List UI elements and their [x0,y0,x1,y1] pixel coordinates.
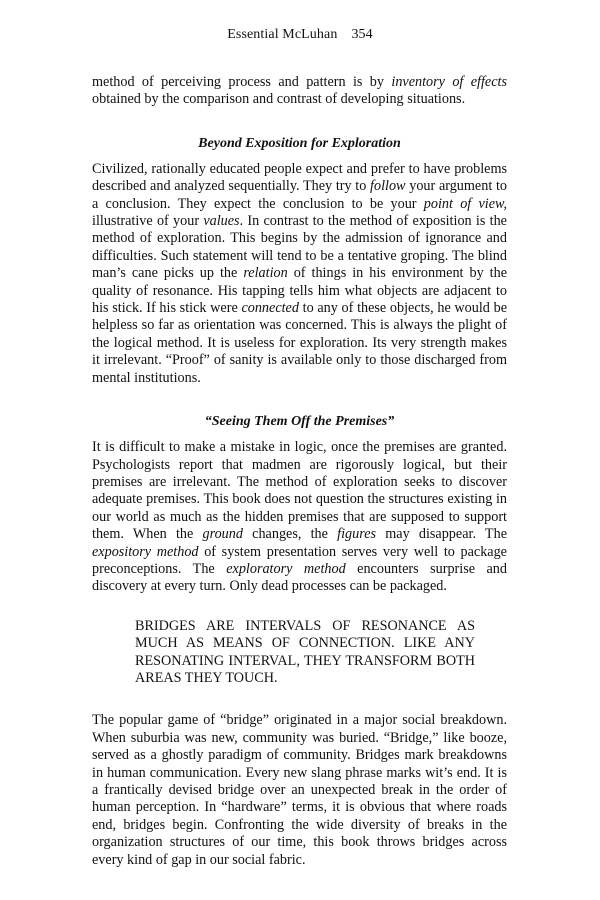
emphasis: follow [370,178,406,195]
emphasis: relation [243,265,288,282]
text-run: may disappear. The [376,526,507,543]
bridge-paragraph: The popular game of “bridge” originated in a major social breakdown. When suburbia was new, community was buried. “Bridge,” like booze, served as a ghostly paradigm of community. Bridges mark breakdowns in human communication. Every new slang phrase marks wit’s end. It is a frantically devised bridge over an unexpected break in the order of human perception. In “hardware” terms, it is obvious that where roads end, bridges begin. Confronting the wide diversity of breaks in the organization structures of our time, this book throws bridges across every kind of gap in our social fabric. [92,712,507,868]
text-run: of system presentation serves very well to package preconceptions. The [92,543,507,577]
emphasis: ground [202,526,243,543]
block-quote: BRIDGES ARE INTERVALS OF RESONANCE AS MUCH AS MEANS OF CONNECTION. LIKE ANY RESONATING INTERVAL, THEY TRANSFORM BOTH AREAS THEY TOUCH. [135,617,475,686]
emphasis: connected [241,300,299,317]
exploration-paragraph [92,161,507,387]
text-run: method of perceiving process and pattern is by [92,74,392,90]
section-heading-exploration: Beyond Exposition for Exploration [198,135,401,151]
emphasis: expository method [92,543,199,560]
text-run: of things in his environment by the quality of resonance. His tapping tells him what objects are adjacent to his stick. If his stick were [92,265,507,317]
page-body [92,74,507,869]
text-run: to any of these objects, he would be helpless so far as orientation was concerned. This is always the plight of the logical method. It is useless for exploration. Its very strength makes it irrelevant. “Proof” of sanity is available only to those discharged from mental institutions. [92,300,507,386]
running-header [0,27,600,43]
text-run: illustrative of your [92,213,204,230]
book-title: Essential McLuhan [227,27,338,42]
emphasis: exploratory method [226,560,346,577]
premises-paragraph [92,439,507,596]
text-run: your argument to a conclusion. They expect the conclusion to be your [92,178,507,212]
page-number: 354 [351,27,373,42]
emphasis: point of view, [423,195,507,212]
section-heading-premises: “Seeing Them Off the Premises” [204,414,395,430]
emphasis: values [203,213,240,230]
text-run: It is difficult to make a mistake in logic, once the premises are granted. Psychologists report that madmen are rigorously logical, but their premises are irrelevant. The method of exploration seeks to discover adequate premises. This book does not question the structures existing in our world as much as the hidden premises that are supposed to support them. When the [92,439,507,543]
emphasis: figures [337,526,377,543]
intro-paragraph [92,74,507,109]
text-run: . In contrast to the method of exposition is the method of exploration. This begins by the admission of ignorance and difficulties. Such statement will tend to be a tentative groping. The blind man’s cane picks up the [92,213,507,282]
emphasis: inventory of effects [391,74,507,90]
text-run: encounters surprise and discovery at every turn. Only dead processes can be packaged. [92,560,507,595]
text-run: obtained by the comparison and contrast of developing situations. [92,91,466,108]
text-run: Civilized, rationally educated people expect and prefer to have problems described and analyzed sequentially. They try to [92,160,507,195]
text-run: changes, the [242,526,338,543]
